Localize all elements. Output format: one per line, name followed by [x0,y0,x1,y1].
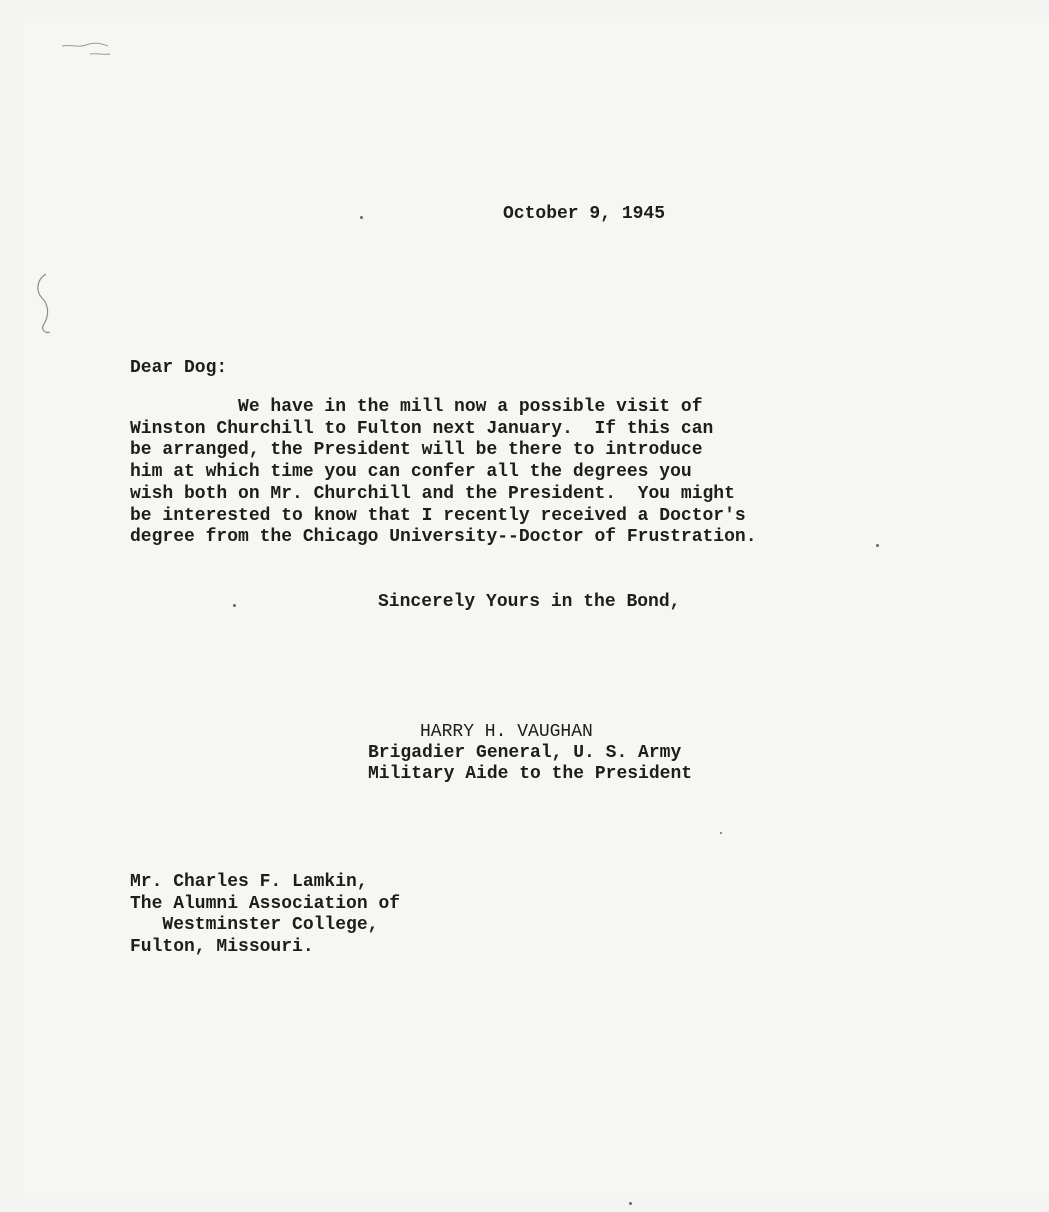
punch-hole-mark [28,270,64,340]
paper-speck [720,832,722,834]
complimentary-close: Sincerely Yours in the Bond, [378,592,681,612]
address-line: Westminster College, [130,915,379,936]
paper-speck [876,544,879,547]
body-line: be arranged, the President will be there to introduce [130,440,703,461]
salutation: Dear Dog: [130,358,228,378]
body-line: him at which time you can confer all the degrees you [130,462,692,483]
paper-speck [629,1202,632,1205]
paper-speck [360,216,363,219]
letter-body [130,397,757,549]
address-line: Mr. Charles F. Lamkin, [130,872,368,892]
body-line: Winston Churchill to Fulton next January. If this can [130,418,714,439]
paper-speck [233,604,236,607]
address-line: Fulton, Missouri. [130,937,314,958]
body-line: We have in the mill now a possible visit of [130,397,703,417]
address-line: The Alumni Association of [130,893,401,914]
body-line: degree from the Chicago University--Doctor of Frustration. [130,527,757,548]
signature-title: Military Aide to the President [368,764,693,784]
signature-title: Brigadier General, U. S. Army [368,743,682,763]
letter-date: October 9, 1945 [503,204,666,224]
pencil-scribble-mark [60,34,140,74]
signature-name: HARRY H. VAUGHAN [420,722,593,742]
recipient-address [130,872,400,959]
body-line: wish both on Mr. Churchill and the President. You might [130,483,735,504]
body-line: be interested to know that I recently received a Doctor's [130,505,746,526]
